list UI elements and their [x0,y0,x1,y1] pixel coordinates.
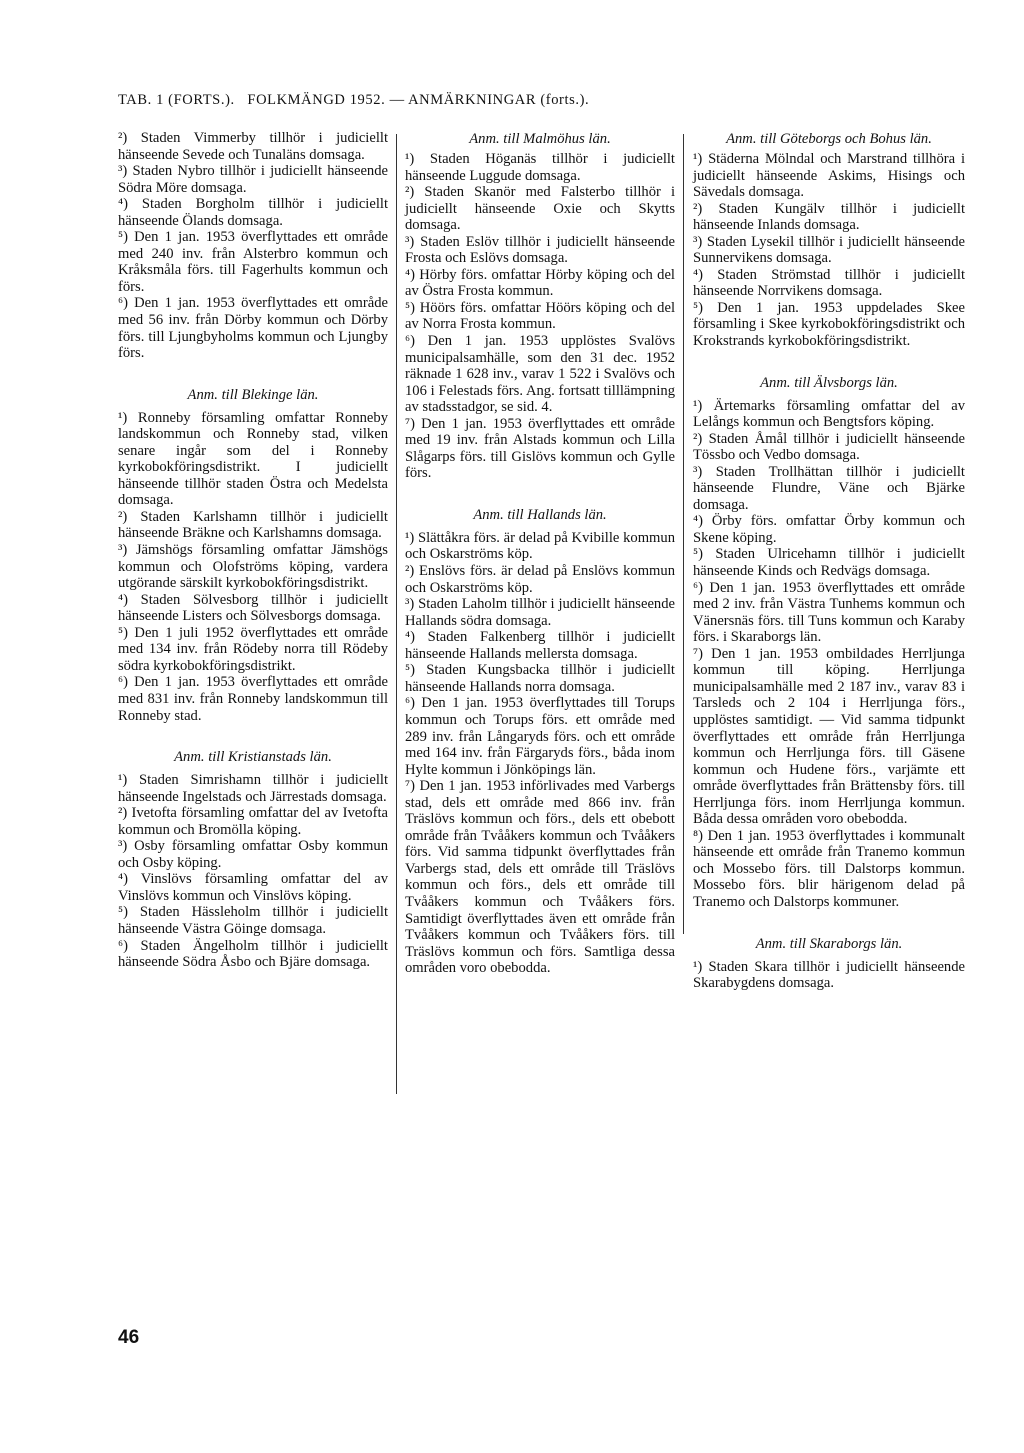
footnote: ⁶) Den 1 jan. 1953 upplöstes Svalövs municipalsamhälle, som den 31 dec. 1952 räknade 1 628 inv., varav 1 522 i Svalövs och 106 i Felestads förs. Ang. fortsatt tilllämpning av stadsstadgor, se sid. 4. [405,333,675,416]
footnote: ²) Staden Åmål tillhör i judiciellt hänseende Tössbo och Vedbo domsaga. [693,430,965,464]
footnote: ³) Osby församling omfattar Osby kommun och Osby köping. [118,838,388,871]
footnote: ⁶) Den 1 jan. 1953 överflyttades ett område med 2 inv. från Västra Tunhems kommun och Vänersnäs förs. till Tuns kommun och Karaby förs. i Skaraborgs län. [693,579,965,646]
footnote: ²) Staden Vimmerby tillhör i judiciellt hänseende Sevede och Tunaläns domsaga. [118,130,388,163]
column-rule [683,134,684,934]
footnote: ⁵) Staden Hässleholm tillhör i judiciellt hänseende Västra Göinge domsaga. [118,904,388,937]
header-title: FOLKMÄNGD 1952. [247,92,386,108]
footnote: ⁴) Staden Strömstad tillhör i judiciellt hänseende Norrvikens domsaga. [693,266,965,300]
footnote: ⁵) Staden Ulricehamn tillhör i judiciellt hänseende Kinds och Redvägs domsaga. [693,546,965,580]
footnote: ²) Enslövs förs. är delad på Enslövs kommun och Oskarströms köp. [405,563,675,596]
footnote: ⁵) Den 1 juli 1952 överflyttades ett område med 134 inv. från Rödeby norra till Rödeby södra kyrkobokföringsdistrikt. [118,624,388,674]
footnote: ⁵) Den 1 jan. 1953 uppdelades Skee församling i Skee kyrkobokföringsdistrikt och Krokstrands kyrkobokföringsdistrikt. [693,299,965,350]
section-heading: Anm. till Kristianstads län. [174,749,332,766]
footnote: ⁵) Staden Kungsbacka tillhör i judiciellt hänseende Hallands norra domsaga. [405,662,675,695]
footnote: ¹) Staden Simrishamn tillhör i judiciellt hänseende Ingelstads och Järrestads domsaga. [118,772,388,805]
footnote: ⁴) Hörby förs. omfattar Hörby köping och del av Östra Frosta kommun. [405,266,675,300]
column-2 [405,130,675,977]
footnote: ⁶) Staden Ängelholm tillhör i judiciellt hänseende Södra Åsbo och Bjäre domsaga. [118,937,388,971]
footnote: ²) Staden Skanör med Falsterbo tillhör i judiciellt hänseende Oxie och Skytts domsaga. [405,184,675,234]
footnote: ⁶) Den 1 jan. 1953 överflyttades ett område med 831 inv. från Ronneby landskommun till Ronneby stad. [118,674,388,724]
section-heading: Anm. till Älvsborgs län. [760,374,898,391]
footnote: ⁵) Höörs förs. omfattar Höörs köping och del av Norra Frosta kommun. [405,299,675,333]
footnote: ³) Staden Laholm tillhör i judiciellt hänseende Hallands södra domsaga. [405,596,675,629]
section-heading: Anm. till Göteborgs och Bohus län. [726,131,932,147]
footnote: ⁷) Den 1 jan. 1953 ombildades Herrljunga kommun till köping. Herrljunga municipalsamhälle med 2 187 inv., varav 83 i Tarsleds och 2 104 i Herrljunga förs., upplöstes samtidigt. — Vid samma tidpunkt överflyttades ett område från Herrljunga kommun och Herrljunga förs. till Gäsene kommun och Hudene förs., varjämte ett område överflyttades från Brättensby förs. till Herrljunga förs. inom Herrljunga kommun. Båda dessa områden voro obebodda. [693,645,965,828]
section-heading: Anm. till Hallands län. [473,506,607,523]
footnote: ³) Jämshögs församling omfattar Jämshögs kommun och Olofströms köping, vardera utgörande särskilt kyrkobokföringsdistrikt. [118,542,388,592]
footnote: ⁶) Den 1 jan. 1953 överflyttades ett område med 56 inv. från Dörby kommun och Dörby förs. till Ljungbyholms kommun och Ljungby förs. [118,295,388,362]
section-heading: Anm. till Malmöhus län. [469,131,611,147]
footnote: ¹) Ronneby församling omfattar Ronneby landskommun och Ronneby stad, vilken senare ingår som del i Ronneby kyrkobokföringsdistrikt. I judiciellt hänseende tillhör staden Östra och Medelsta domsaga. [118,409,388,509]
footnote: ⁷) Den 1 jan. 1953 införlivades med Varbergs stad, dels ett område med 866 inv. från Träslövs kommun och förs., dels ett obebott område från Tvååkers kommun och Tvååkers förs. Vid samma tidpunkt överflyttades från Varbergs stad, dels ett område till Träslövs kommun och förs., dels ett område till Tvååkers kommun och Tvååkers förs. Samtidigt överflyttades även ett område från Tvååkers kommun och Tvååkers förs. till Träslövs kommun och förs. Samtliga dessa områden voro obebodda. [405,778,675,977]
footnote: ³) Staden Trollhättan tillhör i judiciellt hänseende Flundre, Väne och Bjärke domsaga. [693,463,965,513]
footnote: ²) Ivetofta församling omfattar del av Ivetofta kommun och Bromölla köping. [118,805,388,838]
footnote: ⁴) Staden Sölvesborg tillhör i judiciellt hänseende Listers och Sölvesborgs domsaga. [118,591,388,625]
column-1 [118,130,388,971]
page-number: 46 [118,1327,140,1348]
footnote: ¹) Slättåkra förs. är delad på Kvibille kommun och Oskarströms köp. [405,529,675,563]
running-header [118,92,918,109]
footnote: ¹) Staden Skara tillhör i judiciellt hänseende Skarabygdens domsaga. [693,958,965,992]
footnote: ³) Staden Lysekil tillhör i judiciellt hänseende Sunnervikens domsaga. [693,233,965,267]
header-table-ref: TAB. 1 (FORTS.). [118,92,235,108]
footnote: ⁴) Örby förs. omfattar Örby kommun och Skene köping. [693,513,965,546]
footnote: ¹) Staden Höganäs tillhör i judiciellt hänseende Luggude domsaga. [405,151,675,184]
footnote: ⁴) Vinslövs församling omfattar del av Vinslövs kommun och Vinslövs köping. [118,871,388,904]
footnote: ⁷) Den 1 jan. 1953 överflyttades ett område med 19 inv. från Alstads kommun och Lilla Slågarps förs. till Gislövs kommun och Gylle förs. [405,415,675,482]
header-subtitle: — ANMÄRKNINGAR (forts.). [389,92,590,108]
footnote: ⁵) Den 1 jan. 1953 överflyttades ett område med 240 inv. från Alsterbro kommun och Kråksmåla förs. till Fagerhults kommun och förs. [118,229,388,295]
section-heading: Anm. till Skaraborgs län. [755,935,903,952]
column-3 [693,130,965,992]
footnote: ³) Staden Eslöv tillhör i judiciellt hänseende Frosta och Eslövs domsaga. [405,233,675,267]
footnote: ¹) Ärtemarks församling omfattar del av Lelångs kommun och Bengtsfors köping. [693,397,965,431]
footnote: ⁴) Staden Falkenberg tillhör i judiciellt hänseende Hallands mellersta domsaga. [405,629,675,662]
column-rule [396,134,397,1094]
footnote: ²) Staden Karlshamn tillhör i judiciellt hänseende Bräkne och Karlshamns domsaga. [118,508,388,542]
footnote: ⁶) Den 1 jan. 1953 överflyttades till Torups kommun och Torups förs. ett område med 289 inv. från Långaryds förs. och ett område med 164 inv. från Färgaryds förs., båda inom Hylte kommun i Jönköpings län. [405,695,675,778]
footnote: ¹) Städerna Mölndal och Marstrand tillhöra i judiciellt hänseende Askims, Hisings och Sävedals domsaga. [693,151,965,201]
footnote: ²) Staden Kungälv tillhör i judiciellt hänseende Inlands domsaga. [693,200,965,234]
footnote: ⁸) Den 1 jan. 1953 överflyttades i kommunalt hänseende ett område från Tranemo kommun och Mossebo förs. till Dalstorps kommun. Mossebo förs. blir härigenom delad på Tranemo och Dalstorps kommuner. [693,827,965,910]
footnote: ⁴) Staden Borgholm tillhör i judiciellt hänseende Ölands domsaga. [118,196,388,229]
footnote: ³) Staden Nybro tillhör i judiciellt hänseende Södra Möre domsaga. [118,163,388,196]
section-heading: Anm. till Blekinge län. [187,386,319,403]
